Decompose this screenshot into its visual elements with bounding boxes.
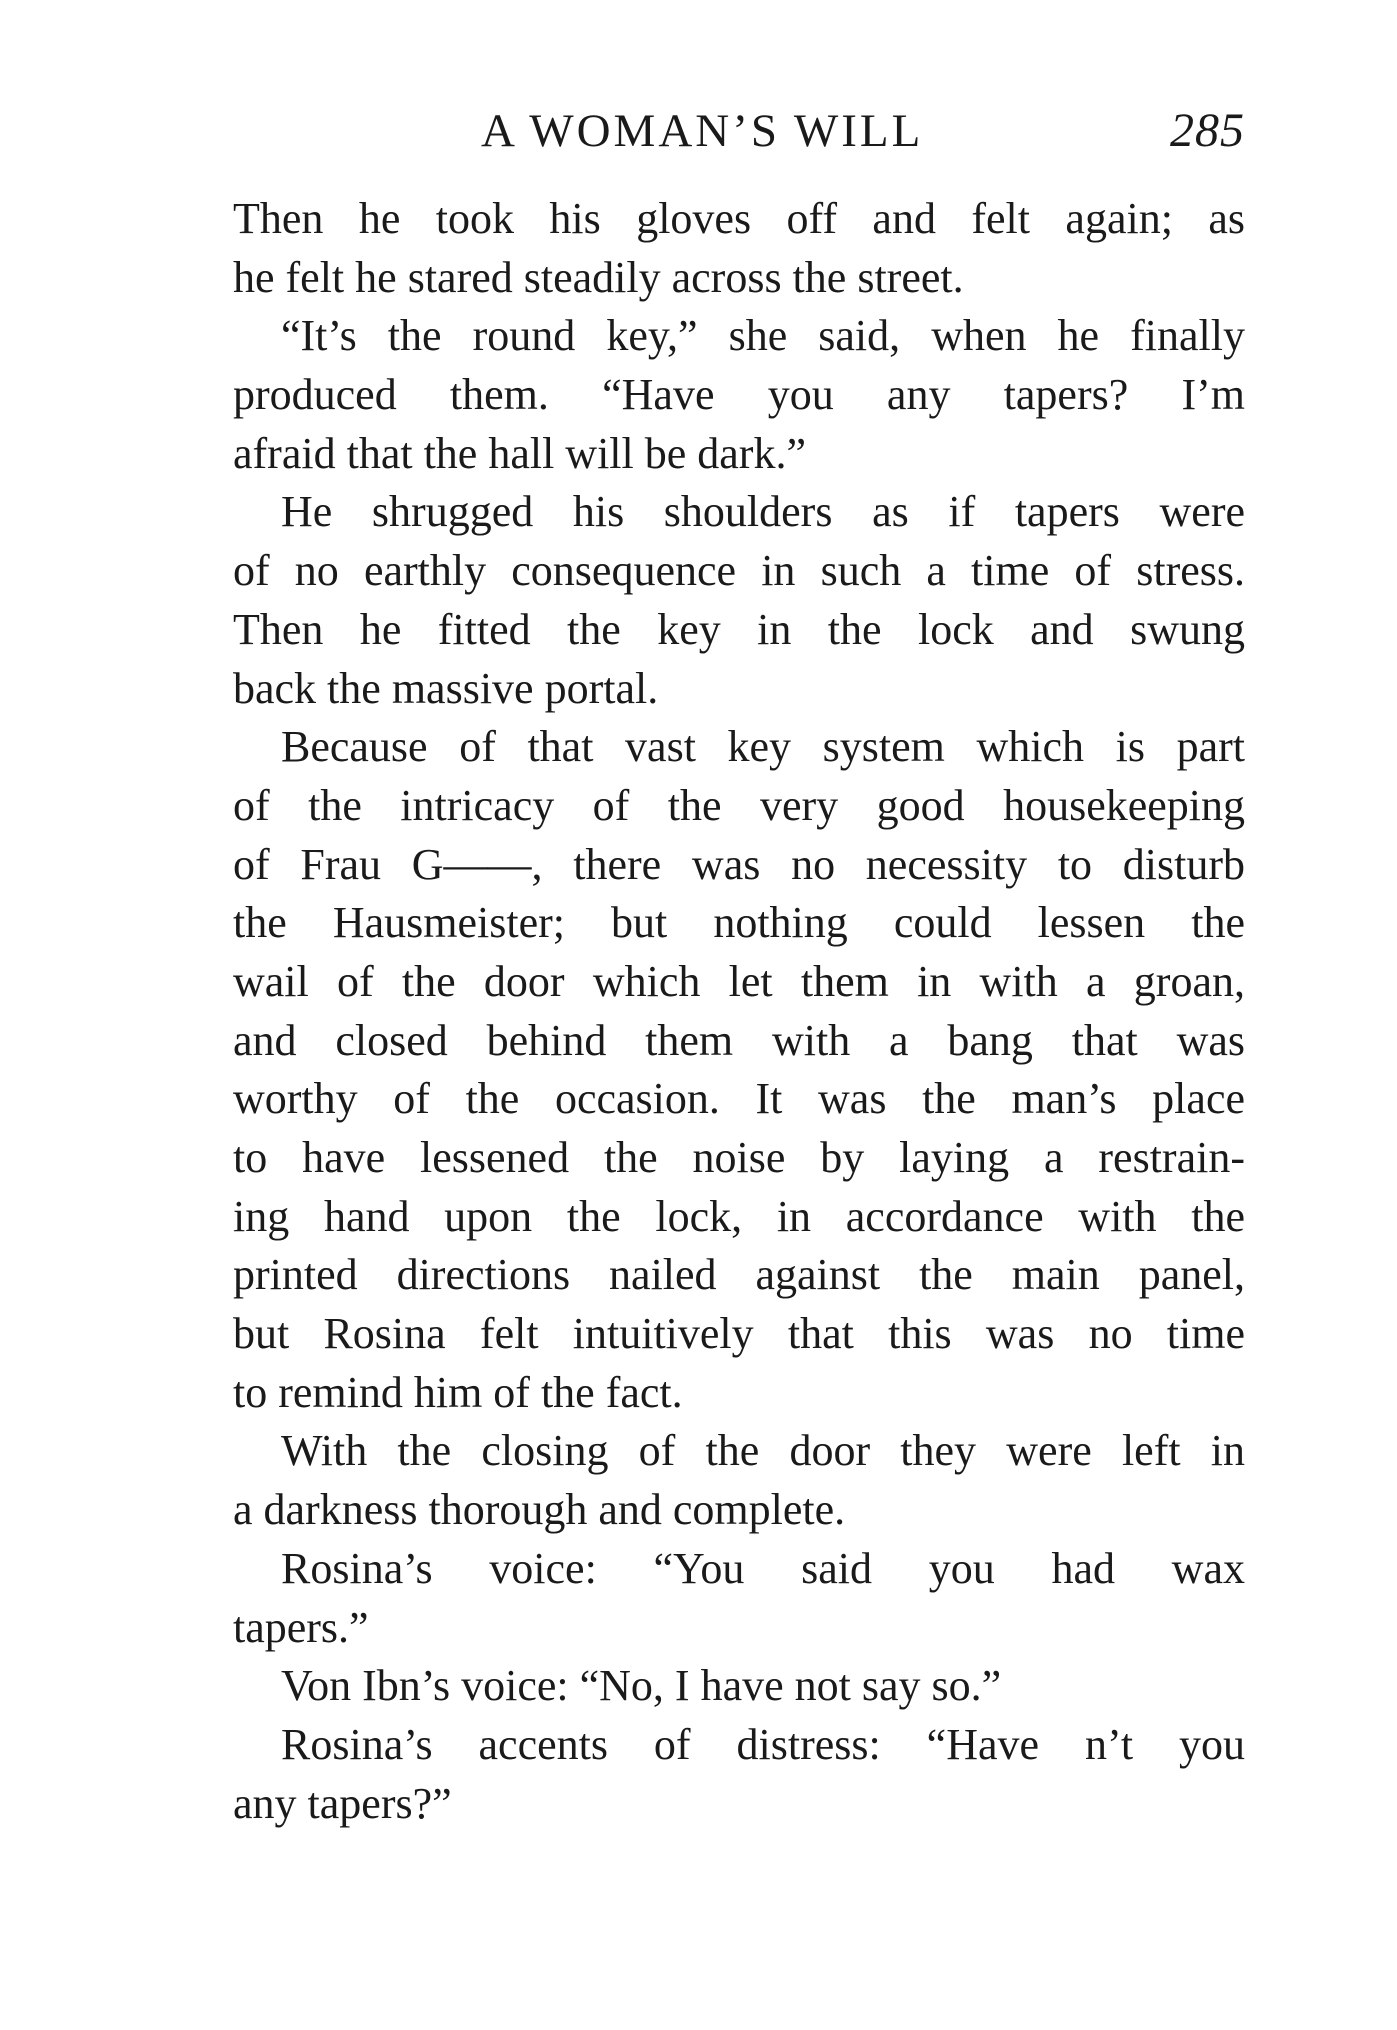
running-title: A WOMAN’S WILL	[481, 105, 924, 157]
text-line: Von Ibn’s voice: “No, I have not say so.”	[281, 1661, 1002, 1711]
text-line: back the massive portal.	[233, 663, 659, 713]
page-number: 285	[1170, 104, 1245, 157]
text-line: a darkness thorough and complete.	[233, 1485, 846, 1535]
text-line: produced them. “Have you any tapers? I’m	[233, 370, 1245, 420]
text-line: but Rosina felt intuitively that this was no time	[233, 1309, 1245, 1359]
running-head	[233, 96, 1245, 166]
text-line: ing hand upon the lock, in accordance with the	[233, 1191, 1245, 1241]
text-line: he felt he stared steadily across the street.	[233, 252, 964, 302]
text-line: Then he fitted the key in the lock and swung	[233, 604, 1245, 654]
text-line: to have lessened the noise by laying a restrain-	[233, 1133, 1245, 1182]
text-line: to remind him of the fact.	[233, 1367, 683, 1417]
text-line: afraid that the hall will be dark.”	[233, 428, 806, 478]
text-line: wail of the door which let them in with a groan,	[233, 956, 1245, 1006]
text-line: printed directions nailed against the main panel,	[233, 1250, 1245, 1300]
text-line: Rosina’s voice: “You said you had wax	[281, 1543, 1245, 1593]
text-line: and closed behind them with a bang that was	[233, 1015, 1245, 1065]
text-line: With the closing of the door they were left in	[281, 1426, 1245, 1476]
text-line: the Hausmeister; but nothing could lessen the	[233, 898, 1245, 948]
text-line: of Frau G——, there was no necessity to disturb	[233, 839, 1245, 889]
text-line: Because of that vast key system which is part	[281, 722, 1245, 772]
text-line: Rosina’s accents of distress: “Have n’t you	[281, 1719, 1245, 1769]
text-line: worthy of the occasion. It was the man’s place	[233, 1074, 1245, 1124]
body-text	[233, 190, 1245, 1833]
text-line: of no earthly consequence in such a time of stress.	[233, 546, 1245, 596]
text-line: He shrugged his shoulders as if tapers were	[281, 487, 1245, 537]
text-line: “It’s the round key,” she said, when he finally	[281, 311, 1245, 361]
text-line: of the intricacy of the very good housekeeping	[233, 780, 1245, 830]
text-line: tapers.”	[233, 1602, 369, 1652]
text-line: Then he took his gloves off and felt again; as	[233, 194, 1245, 243]
text-line: any tapers?”	[233, 1778, 452, 1828]
